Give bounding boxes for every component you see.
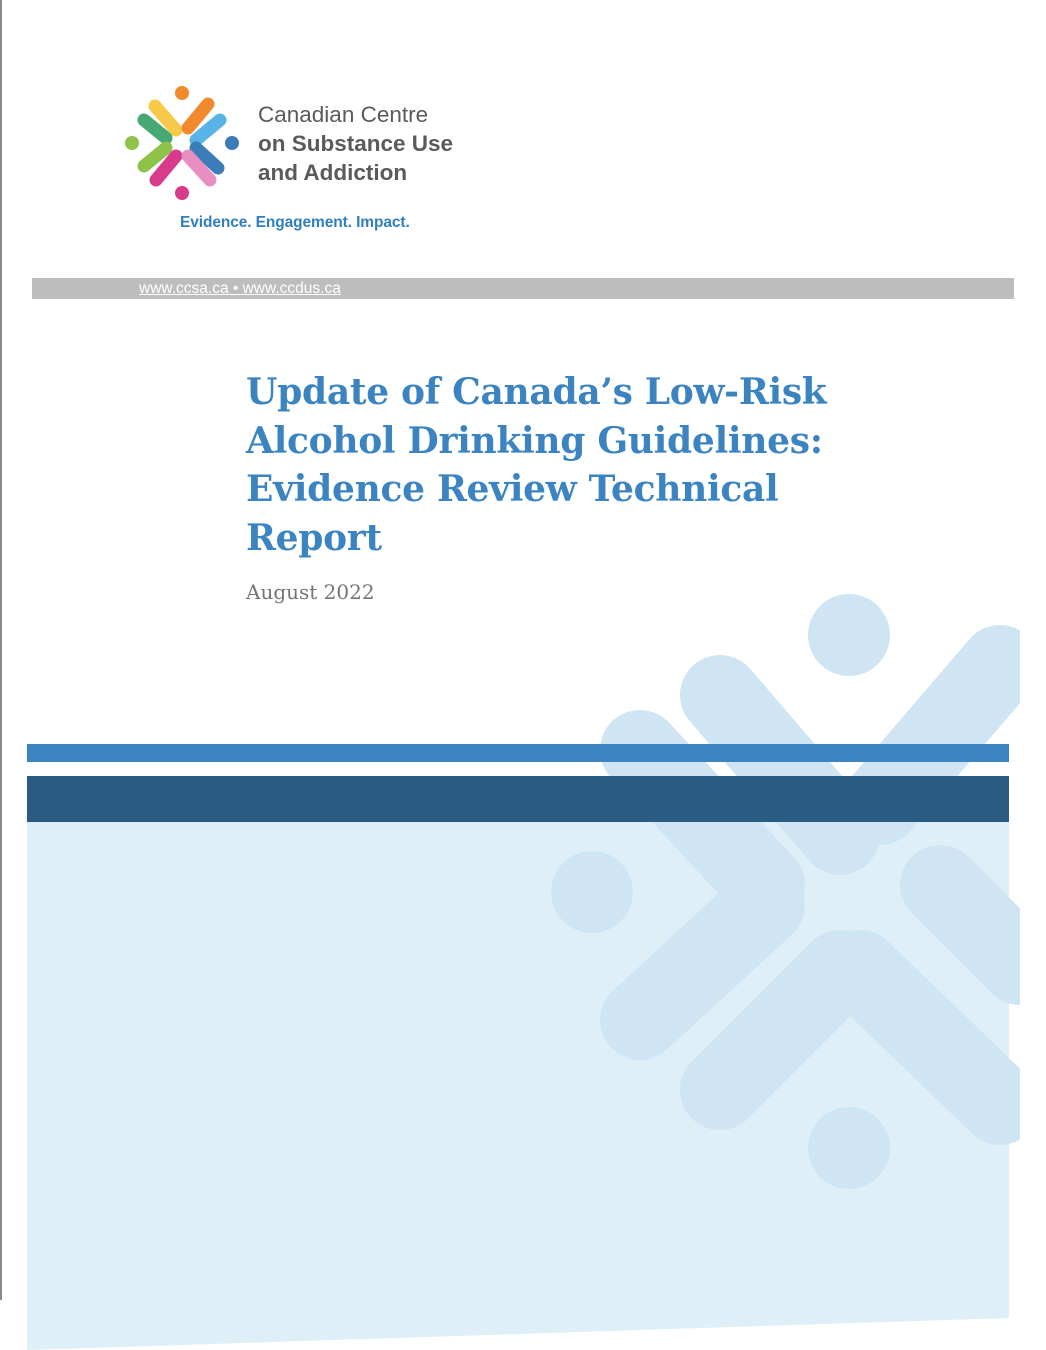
ccsa-star-watermark-icon [540,585,1020,1205]
page-curl-corner [0,1300,1046,1350]
organization-tagline: Evidence. Engagement. Impact. [180,214,410,231]
report-title: Update of Canada’s Low-Risk Alcohol Drinking Guidelines: Evidence Review Technical Report [246,371,827,559]
blue-band-light [27,744,1009,762]
organization-name-line-1: Canadian Centre [258,102,429,127]
url-bar [32,278,1014,299]
page-left-edge [0,0,2,1350]
organization-name [258,100,453,187]
organization-name-line-3: and Addiction [258,160,408,185]
website-links[interactable]: www.ccsa.ca • www.ccdus.ca [139,280,341,297]
organization-name-line-2: on Substance Use [258,131,454,156]
report-date: August 2022 [246,580,375,604]
blue-band-dark [27,776,1009,822]
ccsa-star-logo-icon [118,82,246,204]
